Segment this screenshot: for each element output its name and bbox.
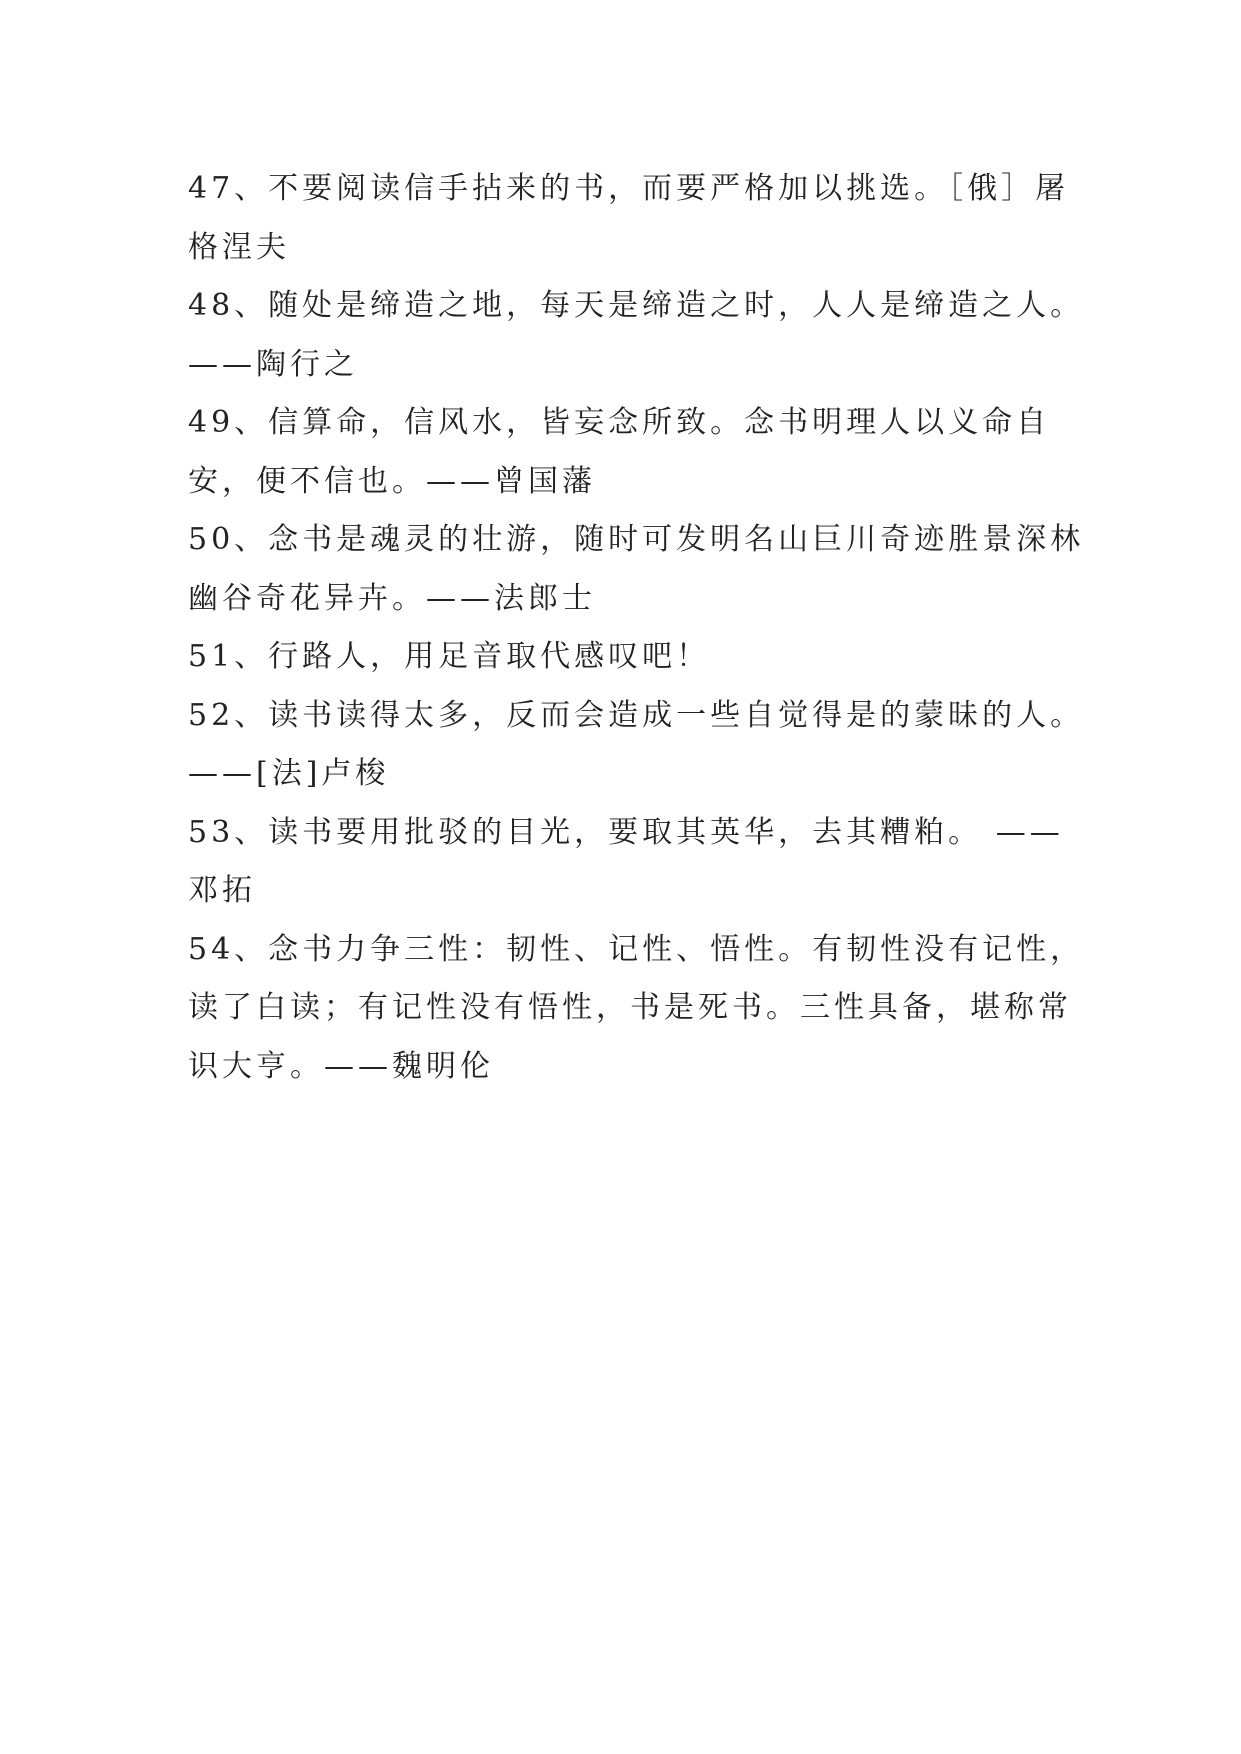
quote-47: 47、不要阅读信手拈来的书，而要严格加以挑选。［俄］屠格涅夫: [188, 171, 1070, 265]
quote-49: 49、信算命，信风水，皆妄念所致。念书明理人以义命自安，便不信也。——曾国藩: [188, 405, 1051, 499]
quote-50: 50、念书是魂灵的壮游，随时可发明名山巨川奇迹胜景深林幽谷奇花异卉。——法郎士: [188, 522, 1085, 616]
quote-52: 52、读书读得太多，反而会造成一些自觉得是的蒙昧的人。——[法]卢梭: [188, 697, 1085, 791]
quote-54: 54、念书力争三性：韧性、记性、悟性。有韧性没有记性，读了白读；有记性没有悟性，书是死书。三性具备，堪称常识大亨。——魏明伦: [188, 931, 1085, 1084]
quote-list: [188, 160, 1088, 1096]
quote-51: 51、行路人，用足音取代感叹吧！: [188, 639, 711, 674]
quote-48: 48、随处是缔造之地，每天是缔造之时，人人是缔造之人。——陶行之: [188, 288, 1085, 382]
quote-53: 53、读书要用批驳的目光，要取其英华，去其糟粕。 ——邓拓: [188, 814, 1064, 908]
